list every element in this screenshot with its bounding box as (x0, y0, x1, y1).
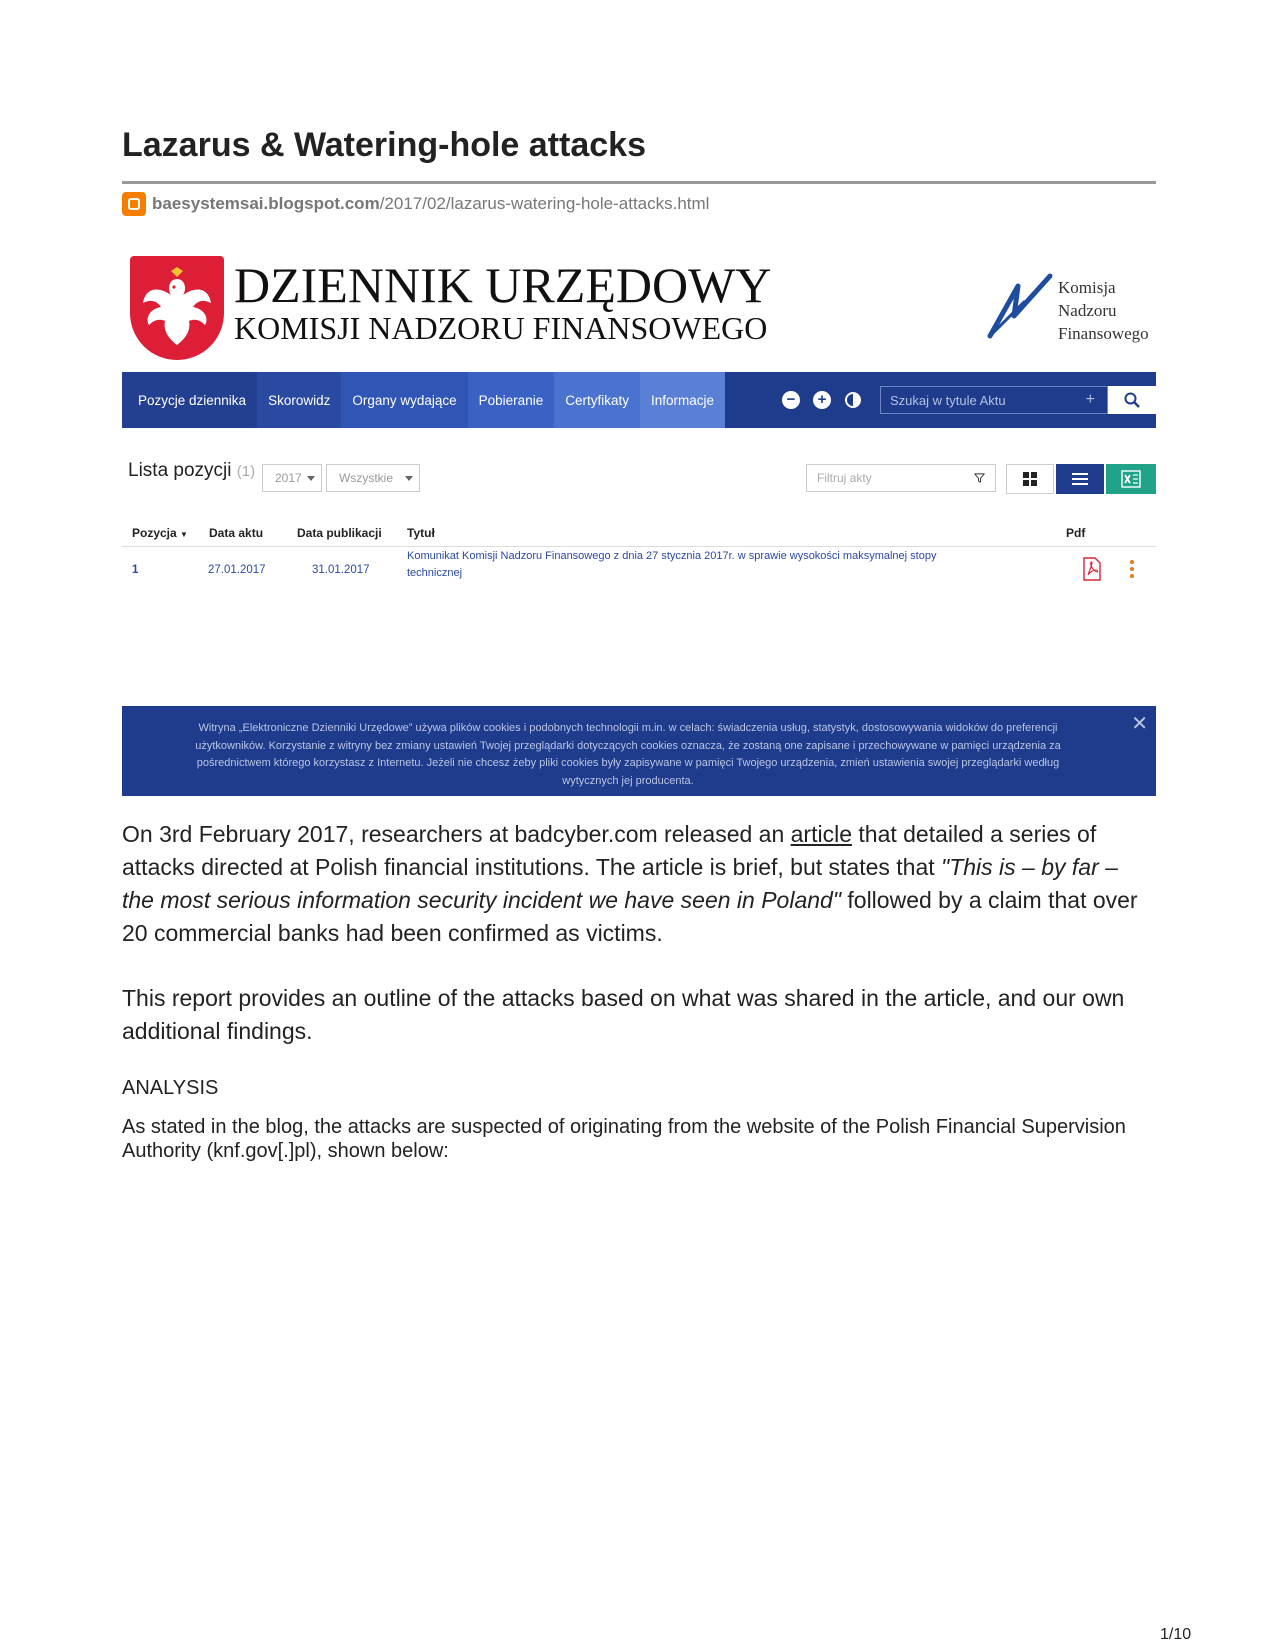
sort-caret-icon: ▼ (180, 530, 188, 539)
nav-item-certyfikaty[interactable]: Certyfikaty (554, 372, 640, 428)
type-select[interactable]: Wszystkie (326, 464, 420, 492)
polish-eagle-emblem-icon (130, 256, 224, 360)
excel-export-button[interactable] (1106, 464, 1156, 494)
journal-subtitle: KOMISJI NADZORU FINANSOWEGO (234, 310, 768, 346)
column-header-title[interactable]: Tytuł (407, 526, 435, 540)
pdf-icon[interactable] (1082, 557, 1102, 581)
row-title-line2[interactable]: technicznej (407, 567, 463, 579)
row-act-date: 27.01.2017 (208, 564, 266, 576)
list-count: (1) (236, 463, 256, 480)
main-navigation (122, 372, 1156, 428)
intro-paragraph: On 3rd February 2017, researchers at badcyber.com released an article that detailed a series of attacks directed at Polish financial institutions. The article is brief, but states that "This is – by far – the most serious information security incident we have seen in Poland" followed by a claim that over 20 commercial banks had been confirmed as victims. (122, 821, 1138, 946)
decrease-font-icon[interactable]: − (782, 391, 800, 409)
knf-logo-icon (984, 272, 1056, 342)
column-header-position[interactable]: Pozycja ▼ (132, 526, 188, 540)
analysis-paragraph: As stated in the blog, the attacks are suspected of originating from the website of the Polish Financial Supervision Authority (knf.gov[.]pl), shown below: (122, 1116, 1126, 1162)
journal-title: DZIENNIK URZĘDOWY (234, 257, 772, 313)
filter-icon[interactable] (974, 470, 985, 486)
cookie-text-line2: użytkowników. Korzystanie z witryny bez zmiany ustawień Twojej przeglądarki dotyczących cookies oznacza, że zostaną one zapisane i przechowywane w pamięci urządzenia za (195, 739, 1061, 752)
source-url[interactable] (122, 192, 709, 216)
nav-item-pobieranie[interactable]: Pobieranie (468, 372, 555, 428)
source-path: /2017/02/lazarus-watering-hole-attacks.html (379, 194, 710, 213)
list-icon (1072, 472, 1088, 486)
act-search-field (880, 386, 1108, 414)
list-view-button[interactable] (1056, 464, 1104, 494)
table-header (122, 522, 1156, 547)
nav-item-organy-wydajace[interactable]: Organy wydające (341, 372, 467, 428)
article-link[interactable]: article (790, 821, 852, 847)
document-title: Lazarus & Watering-hole attacks (122, 126, 646, 164)
close-icon[interactable]: ✕ (1131, 713, 1148, 735)
act-search-input[interactable] (881, 392, 1086, 409)
increase-font-icon[interactable]: + (813, 391, 831, 409)
source-domain: baesystemsai.blogspot.com (152, 194, 380, 213)
contrast-icon[interactable] (844, 391, 862, 409)
cookie-text-line1: Witryna „Elektroniczne Dzienniki Urzędowe” używa plików cookies i podobnych technologii m.in. w celach: świadczenia usług, statystyk, dostosowywania widoków do preferencji (198, 722, 1058, 734)
excel-icon (1121, 470, 1141, 488)
cookie-banner (122, 706, 1156, 796)
column-header-act-date[interactable]: Data aktu (209, 526, 264, 540)
grid-icon (1022, 471, 1038, 487)
blogger-icon (122, 192, 146, 216)
filter-field (806, 464, 996, 492)
quote: "This is – by far – the most serious information security incident we have seen in Poland" (122, 854, 1118, 913)
table-row[interactable] (122, 547, 1156, 595)
row-pub-date: 31.01.2017 (312, 564, 370, 576)
grid-view-button[interactable] (1006, 464, 1054, 494)
column-header-pdf: Pdf (1066, 526, 1086, 540)
search-icon (1124, 392, 1140, 408)
cookie-text-line3: pośrednictwem którego korzystasz z Internetu. Jeżeli nie chcesz żeby pliki cookies były zapisywane w pamięci Twojego urządzenia, zmień ustawienia swojej przeglądarki według (196, 757, 1060, 769)
section-heading: ANALYSIS (122, 1077, 219, 1099)
filter-input[interactable] (807, 470, 974, 486)
page-number: 1/10 (1160, 1626, 1192, 1643)
row-position: 1 (132, 564, 139, 576)
outline-paragraph: This report provides an outline of the attacks based on what was shared in the article, and our own additional findings. (122, 985, 1125, 1044)
column-header-pub-date[interactable]: Data publikacji (297, 526, 382, 540)
knf-website-screenshot (122, 250, 1156, 798)
row-title-line1[interactable]: Komunikat Komisji Nadzoru Finansowego z dnia 27 stycznia 2017r. w sprawie wysokości maksymalnej stopy (407, 550, 937, 562)
search-options-icon[interactable]: + (1085, 391, 1095, 408)
cookie-text-line4: wytycznych jej producenta. (562, 774, 694, 787)
row-menu-icon[interactable] (1130, 560, 1134, 578)
year-select[interactable]: 2017 (262, 464, 322, 492)
title-divider (122, 181, 1156, 184)
nav-item-skorowidz[interactable]: Skorowidz (257, 372, 341, 428)
search-button[interactable] (1108, 386, 1156, 414)
accessibility-tools (782, 372, 862, 428)
list-title: Lista pozycji (1) (128, 460, 256, 481)
nav-item-informacje[interactable]: Informacje (640, 372, 725, 428)
nav-item-pozycje-dziennika[interactable]: Pozycje dziennika (122, 372, 257, 428)
knf-logo-text: Komisja Nadzoru Finansowego (1058, 278, 1149, 343)
